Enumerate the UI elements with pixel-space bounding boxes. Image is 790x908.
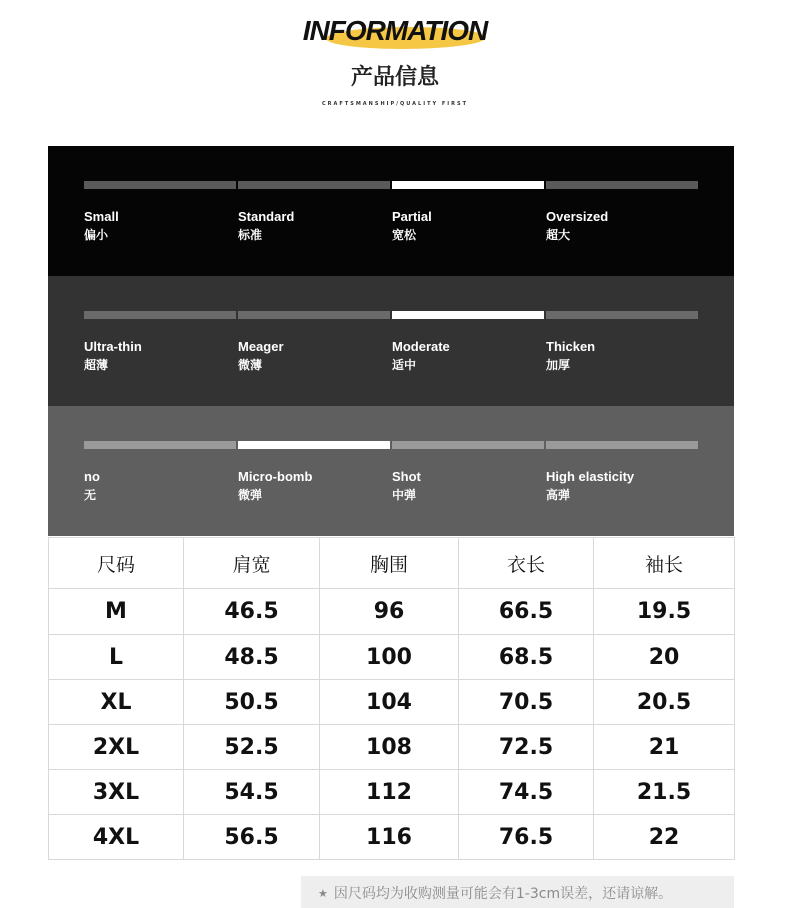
option-label-zh: 中弹 (392, 488, 417, 502)
table-cell: 54.5 (184, 770, 320, 815)
option-label-en: Thicken (546, 339, 596, 354)
table-header-row (49, 538, 735, 589)
table-cell: XL (49, 680, 184, 725)
table-cell: 2XL (49, 725, 184, 770)
scale-option-label (392, 468, 421, 504)
column-header-size: 尺码 (49, 538, 184, 589)
option-label-en: Standard (238, 209, 295, 224)
column-header-shoulder: 肩宽 (184, 538, 320, 589)
table-cell: 20 (594, 635, 735, 680)
option-label-zh: 适中 (392, 358, 417, 372)
scale-segment (238, 311, 390, 319)
table-cell: 52.5 (184, 725, 320, 770)
scale-option-label (84, 208, 119, 244)
scale-segment (84, 181, 236, 189)
elasticity-attribute-band (48, 406, 734, 536)
scale-segment (238, 181, 390, 189)
option-label-en: High elasticity (546, 469, 635, 484)
scale-segment (546, 441, 698, 449)
option-label-zh: 高弹 (546, 488, 571, 502)
note-text: 因尺码均为收购测量可能会有1-3cm误差，还请谅解。 (333, 886, 673, 902)
table-cell: 3XL (49, 770, 184, 815)
table-cell: 116 (320, 815, 459, 860)
scale-segment-selected (238, 441, 390, 449)
table-row (49, 589, 735, 635)
scale-option-label (238, 468, 312, 504)
column-header-sleeve: 袖长 (594, 538, 735, 589)
option-label-en: Partial (392, 209, 432, 224)
option-label-zh: 加厚 (546, 358, 571, 372)
scale-segment (392, 441, 544, 449)
column-header-chest: 胸围 (320, 538, 459, 589)
option-label-en: no (84, 469, 100, 484)
option-label-en: Micro-bomb (238, 469, 313, 484)
scale-option-label (84, 338, 142, 374)
column-header-length: 衣长 (459, 538, 594, 589)
table-row (49, 725, 735, 770)
star-icon: ★ (318, 887, 328, 900)
size-table (48, 537, 735, 860)
table-cell: 104 (320, 680, 459, 725)
table-cell: 50.5 (184, 680, 320, 725)
scale-option-label (392, 208, 432, 244)
scale-segment-selected (392, 311, 544, 319)
page-subtitle: 产品信息 (350, 65, 439, 90)
option-label-en: Oversized (546, 209, 609, 224)
option-label-en: Shot (392, 469, 421, 484)
table-cell: 20.5 (594, 680, 735, 725)
option-label-zh: 无 (84, 488, 97, 502)
table-cell: 48.5 (184, 635, 320, 680)
header (0, 0, 790, 146)
scale-option-label (546, 338, 595, 374)
table-row (49, 815, 735, 860)
table-cell: 76.5 (459, 815, 594, 860)
table-cell: 21 (594, 725, 735, 770)
scale-segment (546, 311, 698, 319)
table-cell: 68.5 (459, 635, 594, 680)
table-cell: 100 (320, 635, 459, 680)
option-label-zh: 偏小 (84, 228, 109, 242)
table-cell: 56.5 (184, 815, 320, 860)
scale-segment (546, 181, 698, 189)
table-row (49, 635, 735, 680)
option-label-zh: 标准 (238, 228, 263, 242)
table-cell: 19.5 (594, 589, 735, 635)
scale-segment (84, 441, 236, 449)
table-cell: 72.5 (459, 725, 594, 770)
table-cell: 21.5 (594, 770, 735, 815)
fit-attribute-band (48, 146, 734, 276)
option-label-en: Ultra-thin (84, 339, 142, 354)
scale-option-label (546, 208, 608, 244)
scale-option-label (84, 468, 100, 504)
option-label-en: Small (84, 209, 119, 224)
scale-segment (84, 311, 236, 319)
option-label-en: Meager (238, 339, 284, 354)
table-cell: 46.5 (184, 589, 320, 635)
scale-option-label (392, 338, 450, 374)
table-cell: 112 (320, 770, 459, 815)
option-label-zh: 超薄 (84, 358, 109, 372)
table-cell: M (49, 589, 184, 635)
table-cell: 22 (594, 815, 735, 860)
tagline: CRAFTSMANSHIP/QUALITY FIRST (322, 101, 468, 107)
thickness-attribute-band (48, 276, 734, 406)
table-cell: 4XL (49, 815, 184, 860)
page-title: INFORMATION (302, 15, 488, 46)
scale-segment-selected (392, 181, 544, 189)
option-label-zh: 宽松 (392, 228, 417, 242)
table-cell: 66.5 (459, 589, 594, 635)
table-cell: 70.5 (459, 680, 594, 725)
table-row (49, 680, 735, 725)
option-label-zh: 微弹 (238, 488, 263, 502)
table-cell: 74.5 (459, 770, 594, 815)
table-cell: L (49, 635, 184, 680)
scale-option-label (546, 468, 634, 504)
option-label-en: Moderate (392, 339, 450, 354)
scale-option-label (238, 208, 294, 244)
table-row (49, 770, 735, 815)
table-cell: 96 (320, 589, 459, 635)
scale-option-label (238, 338, 284, 374)
option-label-zh: 超大 (546, 228, 571, 242)
table-cell: 108 (320, 725, 459, 770)
option-label-zh: 微薄 (238, 358, 263, 372)
measurement-note (318, 883, 672, 903)
